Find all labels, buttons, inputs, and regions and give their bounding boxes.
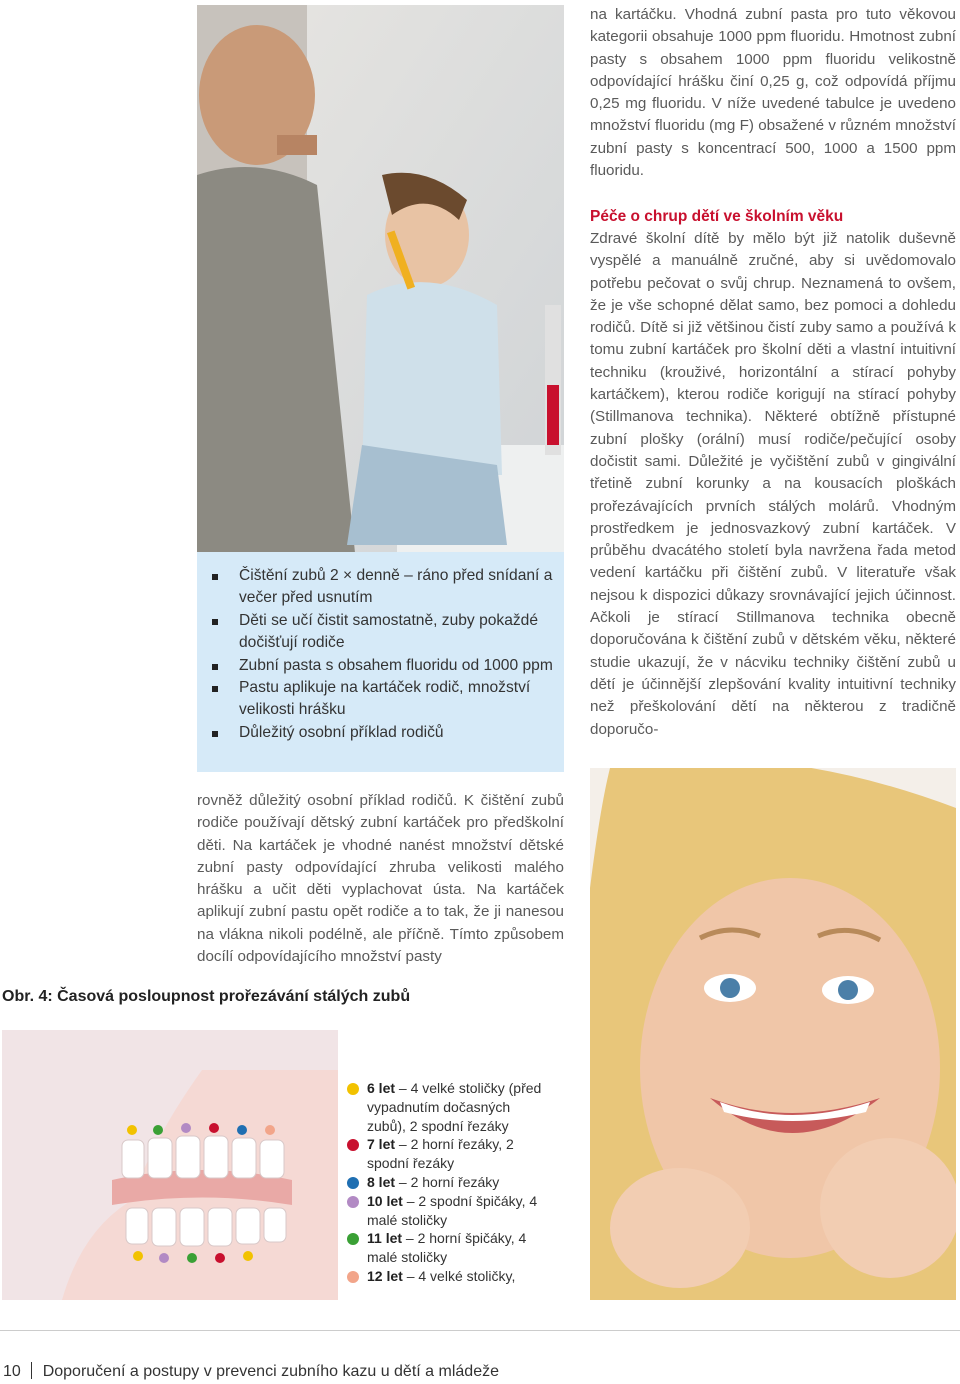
publication-title: Doporučení a postupy v prevenci zubního kazu u dětí a mládeže: [42, 1363, 499, 1380]
legend-item: [347, 1135, 547, 1173]
tip-text: Čištění zubů 2 × denně – ráno před snídaní a večer před usnutím: [239, 567, 553, 607]
legend-color-dot: [347, 1196, 359, 1208]
legend-age: 11 let: [367, 1230, 403, 1247]
preschool-paragraph: rovněž důležitý osobní příklad rodičů. K čištění zubů rodiče používají dětský zubní kartáček pro předškolní děti. Na kartáček je vhodné nanést množství dětské zubní pasty odpovídající zhruba velikosti malého hrášku a učit děti vyplachovat ústa. Na kartáček aplikují zubní pastu opět rodiče a to tak, že ji nanesou na vlákna nikoli podélně, ale příčně. Tímto způsobem docílí odpovídajícího množství pasty: [197, 792, 564, 966]
legend-item: [347, 1229, 547, 1267]
smiling-girl-photo: [590, 768, 956, 1300]
bullet-icon: [212, 619, 218, 625]
school-age-heading: Péče o chrup dětí ve školním věku: [590, 208, 844, 225]
legend-desc: – 2 spodní špičáky, 4 malé stoličky: [367, 1192, 538, 1228]
tips-list: [197, 552, 564, 744]
tip-item: [197, 610, 564, 655]
legend-age: 12 let: [367, 1267, 403, 1284]
legend-color-dot: [347, 1233, 359, 1245]
school-age-section: [590, 206, 956, 741]
tip-text: Děti se učí čistit samostatně, zuby pokaždé dočišťují rodiče: [239, 611, 539, 652]
legend-color-dot: [347, 1271, 359, 1283]
tip-item: [197, 655, 564, 677]
legend-color-dot: [347, 1177, 359, 1189]
teeth-eruption-diagram: [2, 1030, 338, 1300]
page-number: 10: [3, 1363, 21, 1380]
tip-item: [197, 677, 564, 722]
father-son-illustration: [197, 5, 564, 572]
bullet-icon: [212, 731, 218, 737]
tip-item: [197, 565, 564, 610]
eruption-legend: [347, 1079, 547, 1286]
legend-desc: – 4 velké stoličky (před vypadnutím dočasných zubů), 2 spodní řezáky: [367, 1080, 542, 1134]
tip-text: Zubní pasta s obsahem fluoridu od 1000 ppm: [239, 656, 553, 674]
legend-desc: – 2 horní špičáky, 4 malé stoličky: [367, 1230, 527, 1266]
legend-age: 8 let: [367, 1173, 396, 1190]
girl-illustration: [590, 768, 956, 1300]
legend-age: 7 let: [367, 1136, 396, 1153]
legend-desc: – 2 horní řezáky: [395, 1173, 500, 1190]
legend-color-dot: [347, 1083, 359, 1095]
teeth-illustration: [2, 1030, 338, 1300]
legend-age: 10 let: [367, 1192, 403, 1209]
footer: [3, 1362, 499, 1381]
father-son-brushing-photo: [197, 5, 564, 572]
bullet-icon: [212, 664, 218, 670]
legend-age: 6 let: [367, 1080, 396, 1096]
bullet-icon: [212, 574, 218, 580]
bullet-icon: [212, 686, 218, 692]
legend-item: [347, 1173, 547, 1192]
legend-item: [347, 1192, 547, 1230]
tip-text: Pastu aplikuje na kartáček rodič, množství velikosti hrášku: [239, 679, 531, 719]
legend-item: [347, 1267, 547, 1286]
figure-caption: Obr. 4: Časová posloupnost prořezávání stálých zubů: [2, 988, 411, 1005]
legend-item: [347, 1079, 547, 1135]
school-age-text: Zdravé školní dítě by mělo být již natolik duševně vyspělé a manuálně zručné, aby si uvědomovalo potřebu pečovat o svůj chrup. Neznamená to ovšem, že je vše schopné dělat samo, bez pomoci a dohledu rodičů. Dítě si již většinou čistí zuby samo a používá k tomu zubní kartáček pro školní děti a vlastní intuitivní techniku (krouživé, horizontální a stírací pohyby kartáčkem), kterou rodiče korigují na stírací pohyby (Stillmanova technika). Některé obtížně přístupné zubní plošky (orální) musí rodiče/pečující osoby dočistit sami. Důležité je vyčištění zubů v gingivální třetině zubní korunky a na kousacích ploškách prořezávajících prvních stálých molárů. Vhodným prostředkem je jednosvazkový zubní kartáček. V průběhu dvacátého století byla navržena řada metod vedení kartáčku při čištění zubů. V literatuře však nejsou k dispozici důkazy srovnávající jejich účinnost. Ačkoli je stírací Stillmanova technika obecně doporučována k čištění zubů v dětském věku, některé studie ukazují, že v nácviku techniky čištění zubů u dětí je účinnější zlepšování kvality intuitivní techniky než přeškolování dětí na některou z tradičně doporučo-: [590, 230, 956, 738]
legend-desc: – 2 horní řezáky, 2 spodní řezáky: [367, 1136, 514, 1172]
fluoride-paragraph: na kartáčku. Vhodná zubní pasta pro tuto věkovou kategorii obsahuje 1000 ppm fluoridu. Hmotnost zubní pasty s obsahem 1000 ppm fluoridu velikostně odpovídající hrášku činí 0,25 g, což odpovídá příjmu 0,25 mg fluoridu. V níže uvedené tabulce je uvedeno množství fluoridu (mg F) obsažené v různém množství zubní pasty s koncentrací 500, 1000 a 1500 ppm fluoridu.: [590, 6, 956, 180]
legend-color-dot: [347, 1139, 359, 1151]
tip-item: [197, 722, 564, 744]
footer-separator: [31, 1362, 32, 1379]
footer-divider: [0, 1330, 960, 1331]
tip-text: Důležitý osobní příklad rodičů: [239, 723, 444, 741]
tips-box: [197, 552, 564, 772]
legend-desc: – 4 velké stoličky,: [402, 1267, 516, 1284]
